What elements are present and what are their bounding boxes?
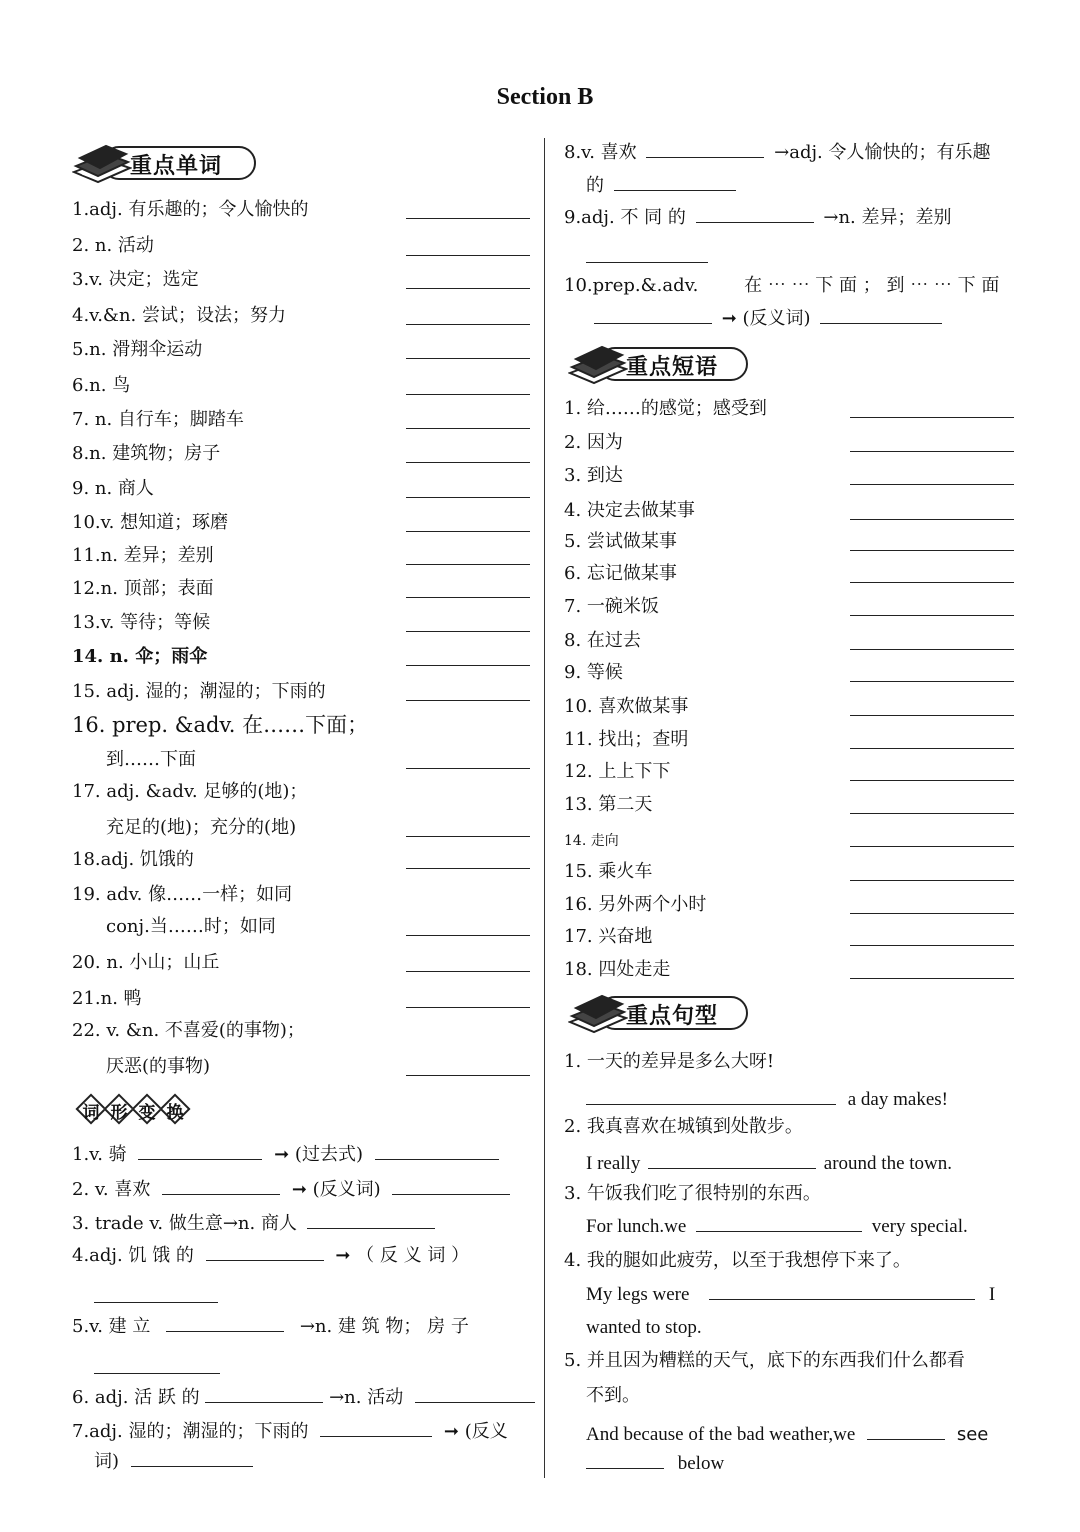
word-form-text: 的 [586, 175, 604, 196]
sentence-en [586, 1450, 724, 1476]
answer-blank[interactable] [406, 394, 530, 395]
answer-blank[interactable] [696, 204, 814, 223]
answer-blank[interactable] [138, 1141, 262, 1160]
answer-blank[interactable] [406, 935, 530, 936]
books-icon [568, 343, 628, 387]
word-form-text: ➞ (反义 [443, 1421, 508, 1442]
phrase-item: 8. 在过去 [564, 630, 641, 651]
phrase-item: 15. 乘火车 [564, 861, 653, 882]
sentence-en-text: very special. [871, 1216, 968, 1237]
sentence-en-text: wanted to stop. [586, 1317, 702, 1338]
phrase-item: 11. 找出；查明 [564, 729, 689, 750]
answer-blank[interactable] [850, 715, 1014, 716]
phrase-item: 3. 到达 [564, 465, 623, 486]
answer-blank[interactable] [850, 582, 1014, 583]
books-icon [72, 142, 132, 186]
answer-blank[interactable] [850, 913, 1014, 914]
section-title-sentences: 重点句型 [626, 1004, 719, 1029]
answer-blank[interactable] [406, 665, 530, 666]
phrase-item: 16. 另外两个小时 [564, 894, 707, 915]
answer-blank[interactable] [406, 631, 530, 632]
sentence-en-text: see [956, 1424, 989, 1445]
word-form-text: ➞ （ 反 义 词 ） [335, 1245, 470, 1266]
answer-blank[interactable] [406, 255, 530, 256]
answer-blank[interactable] [406, 288, 530, 289]
phrase-item: 6. 忘记做某事 [564, 563, 677, 584]
vocab-item: 18.adj. 饥饿的 [72, 849, 194, 870]
word-forms-char: 形 [110, 1103, 128, 1123]
word-form-text: 2. v. 喜欢 [72, 1179, 151, 1200]
section-header-phrases [568, 343, 758, 387]
vocab-item: 14. n. 伞；雨伞 [72, 646, 208, 667]
answer-blank[interactable] [406, 462, 530, 463]
phrase-item: 7. 一碗米饭 [564, 596, 659, 617]
answer-blank[interactable] [406, 531, 530, 532]
section-header-sentences [568, 992, 758, 1036]
answer-blank[interactable] [586, 262, 708, 263]
answer-blank[interactable] [406, 868, 530, 869]
answer-blank[interactable] [850, 846, 1014, 847]
answer-blank[interactable] [850, 813, 1014, 814]
word-form-text: 词) [94, 1451, 120, 1472]
page-title: Section B [496, 84, 594, 110]
answer-blank[interactable] [820, 305, 942, 324]
word-form-item [72, 1242, 469, 1268]
phrase-item: 2. 因为 [564, 432, 623, 453]
sentence-en-text: My legs were [586, 1284, 690, 1305]
sentence-cn: 5. 并且因为糟糕的天气，底下的东西我们什么都看 [564, 1350, 965, 1371]
word-form-text: →n. 差异；差别 [823, 207, 952, 228]
phrase-item: 18. 四处走走 [564, 959, 671, 980]
sentence-en [586, 1086, 948, 1112]
word-forms-char: 变 [138, 1103, 156, 1123]
sentence-en-text: around the town. [823, 1153, 953, 1174]
sentence-en [586, 1421, 988, 1447]
sentence-en-text: And because of the bad weather,we [586, 1424, 856, 1445]
answer-blank[interactable] [586, 1086, 836, 1105]
answer-blank[interactable] [594, 305, 712, 324]
answer-blank[interactable] [406, 564, 530, 565]
answer-blank[interactable] [406, 358, 530, 359]
books-icon [568, 992, 628, 1036]
answer-blank[interactable] [648, 1150, 816, 1169]
answer-blank[interactable] [709, 1281, 975, 1300]
vocab-item: 21.n. 鸭 [72, 988, 142, 1009]
word-form-text: ➞ (过去式) [274, 1144, 363, 1165]
word-form-item [72, 1384, 535, 1410]
word-form-text: 7.adj. 湿的；潮湿的；下雨的 [72, 1421, 309, 1442]
vocab-item: 17. adj. &adv. 足够的(地)； [72, 781, 308, 802]
sentence-cn: 2. 我真喜欢在城镇到处散步。 [564, 1116, 803, 1137]
vocab-item: 22. v. &n. 不喜爱(的事物)； [72, 1020, 305, 1041]
answer-blank[interactable] [850, 880, 1014, 881]
word-form-item-cont [94, 1448, 253, 1474]
answer-blank[interactable] [850, 550, 1014, 551]
answer-blank[interactable] [696, 1213, 862, 1232]
phrase-item: 10. 喜欢做某事 [564, 696, 689, 717]
answer-blank[interactable] [850, 451, 1014, 452]
vocab-item: 10.v. 想知道；琢磨 [72, 512, 229, 533]
word-form-item [564, 204, 952, 230]
sentence-en [586, 1281, 995, 1307]
answer-blank[interactable] [406, 597, 530, 598]
answer-blank[interactable] [166, 1313, 284, 1332]
answer-blank[interactable] [850, 780, 1014, 781]
answer-blank[interactable] [307, 1210, 435, 1229]
vocab-item: 8.n. 建筑物；房子 [72, 443, 221, 464]
sentence-en-text: I [988, 1284, 996, 1305]
answer-blank[interactable] [850, 519, 1014, 520]
phrase-item: 12. 上上下下 [564, 761, 671, 782]
vocab-item: 1.adj. 有乐趣的；令人愉快的 [72, 199, 309, 220]
word-form-text: 6. adj. 活 跃 的 [72, 1387, 200, 1408]
vocab-item: 6.n. 鸟 [72, 375, 131, 396]
answer-blank[interactable] [392, 1176, 510, 1195]
vocab-item: 3.v. 决定；选定 [72, 269, 199, 290]
vocab-item: 9. n. 商人 [72, 478, 154, 499]
word-form-text: 10.prep.&.adv. [564, 275, 699, 296]
answer-blank[interactable] [162, 1176, 280, 1195]
sentence-en-text: I really [586, 1153, 641, 1174]
sentence-en-text: below [677, 1453, 725, 1474]
word-form-text: →adj. 令人愉快的；有乐趣 [774, 142, 991, 163]
answer-blank[interactable] [406, 324, 530, 325]
answer-blank[interactable] [206, 1242, 324, 1261]
word-form-text: 9.adj. 不 同 的 [564, 207, 686, 228]
answer-blank[interactable] [94, 1373, 220, 1374]
answer-blank[interactable] [94, 1302, 218, 1303]
phrase-item: 5. 尝试做某事 [564, 531, 677, 552]
word-form-item [564, 274, 999, 298]
answer-blank[interactable] [406, 428, 530, 429]
word-form-item [72, 1141, 499, 1167]
answer-blank[interactable] [406, 700, 530, 701]
vocab-item: 13.v. 等待；等候 [72, 612, 211, 633]
word-form-item [72, 1313, 469, 1339]
phrase-item: 14. 走向 [564, 833, 619, 849]
vocab-item: 12.n. 顶部；表面 [72, 578, 214, 599]
answer-blank[interactable] [850, 417, 1014, 418]
answer-blank[interactable] [850, 681, 1014, 682]
vocab-item-cont: 厌恶(的事物) [106, 1056, 211, 1077]
word-form-text: 5.v. 建 立 [72, 1316, 151, 1337]
answer-blank[interactable] [406, 218, 530, 219]
answer-blank[interactable] [320, 1418, 432, 1437]
answer-blank[interactable] [406, 768, 530, 769]
word-form-item [72, 1210, 435, 1236]
vocab-item-cont: conj.当……时；如同 [106, 916, 276, 937]
section-header-vocab [72, 142, 262, 186]
answer-blank[interactable] [406, 1007, 530, 1008]
word-form-text: 4.adj. 饥 饿 的 [72, 1245, 194, 1266]
answer-blank[interactable] [406, 971, 530, 972]
phrase-item: 1. 给……的感觉；感受到 [564, 398, 767, 419]
answer-blank[interactable] [850, 649, 1014, 650]
sentence-en-text: a day makes! [847, 1089, 948, 1110]
vocab-item: 4.v.&n. 尝试；设法；努力 [72, 305, 286, 326]
word-form-text: 8.v. 喜欢 [564, 142, 637, 163]
answer-blank[interactable] [850, 484, 1014, 485]
phrase-item: 9. 等候 [564, 662, 623, 683]
answer-blank[interactable] [850, 978, 1014, 979]
answer-blank[interactable] [131, 1448, 253, 1467]
answer-blank[interactable] [867, 1421, 945, 1440]
word-form-item-cont [594, 305, 942, 331]
word-form-item [72, 1176, 510, 1202]
vocab-item: 19. adv. 像……一样；如同 [72, 884, 293, 905]
section-title-phrases: 重点短语 [626, 355, 719, 380]
word-form-text: 1.v. 骑 [72, 1144, 127, 1165]
word-form-item [564, 139, 991, 165]
answer-blank[interactable] [415, 1384, 535, 1403]
answer-blank[interactable] [850, 748, 1014, 749]
vocab-item: 2. n. 活动 [72, 235, 154, 256]
vocab-item: 20. n. 小山；山丘 [72, 952, 220, 973]
vocab-item: 7. n. 自行车；脚踏车 [72, 409, 244, 430]
answer-blank[interactable] [586, 1450, 664, 1469]
sentence-cn: 4. 我的腿如此疲劳，以至于我想停下来了。 [564, 1250, 911, 1271]
vocab-item: 15. adj. 湿的；潮湿的；下雨的 [72, 681, 326, 702]
word-forms-char: 换 [166, 1103, 184, 1123]
answer-blank[interactable] [375, 1141, 499, 1160]
vocab-item: 11.n. 差异；差别 [72, 545, 214, 566]
sentence-cn: 3. 午饭我们吃了很特别的东西。 [564, 1183, 821, 1204]
phrase-item: 17. 兴奋地 [564, 926, 653, 947]
vocab-item-cont: 到……下面 [106, 749, 196, 770]
word-form-item [72, 1418, 508, 1444]
answer-blank[interactable] [850, 945, 1014, 946]
answer-blank[interactable] [406, 1075, 530, 1076]
word-form-text: 在 ⋯ ⋯ 下 面 ； 到 ⋯ ⋯ 下 面 [744, 275, 1000, 296]
sentence-en-text: For lunch.we [586, 1216, 687, 1237]
phrase-item: 4. 决定去做某事 [564, 500, 695, 521]
answer-blank[interactable] [614, 172, 736, 191]
word-form-text: →n. 活动 [329, 1387, 404, 1408]
word-form-text: ➞ (反义词) [291, 1179, 381, 1200]
word-form-item-cont [586, 172, 736, 198]
sentence-en [586, 1213, 968, 1239]
column-divider [544, 138, 545, 1478]
answer-blank[interactable] [406, 497, 530, 498]
sentence-cn-cont: 不到。 [586, 1385, 640, 1406]
word-form-text: →n. 建 筑 物； 房 子 [299, 1316, 469, 1337]
answer-blank[interactable] [646, 139, 764, 158]
vocab-item: 5.n. 滑翔伞运动 [72, 339, 203, 360]
phrase-item: 13. 第二天 [564, 794, 653, 815]
section-title-vocab: 重点单词 [130, 154, 223, 179]
word-form-text: 3. trade v. 做生意→n. 商人 [72, 1213, 297, 1234]
word-forms-char: 词 [82, 1103, 100, 1123]
word-form-text: ➞ (反义词) [721, 308, 811, 329]
vocab-item-cont: 充足的(地)；充分的(地) [106, 817, 297, 838]
answer-blank[interactable] [406, 836, 530, 837]
vocab-item: 16. prep. &adv. 在……下面； [72, 713, 369, 737]
sentence-en [586, 1150, 952, 1176]
answer-blank[interactable] [205, 1384, 323, 1403]
sentence-cn: 1. 一天的差异是多么大呀! [564, 1051, 775, 1072]
answer-blank[interactable] [850, 615, 1014, 616]
